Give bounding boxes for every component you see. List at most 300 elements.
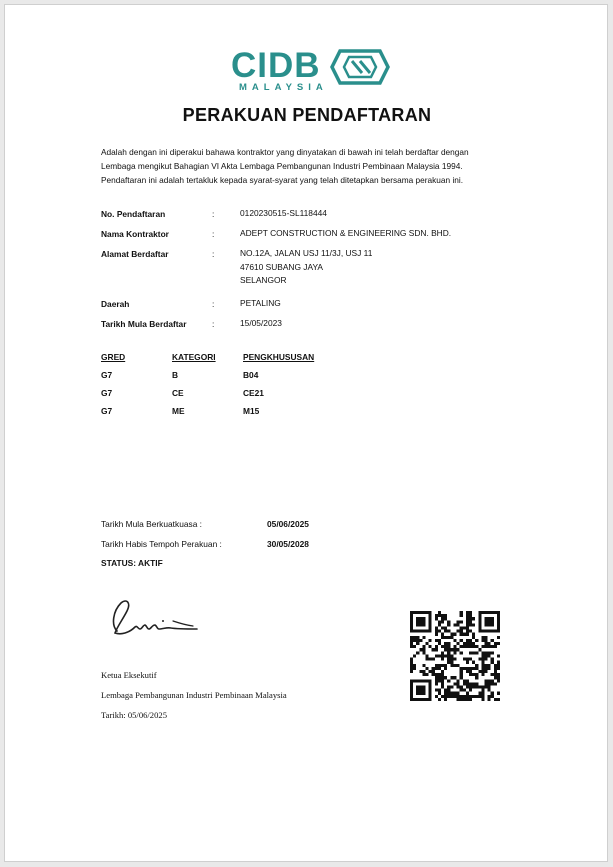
qr-module — [463, 679, 466, 682]
qr-module — [444, 642, 447, 645]
qr-module — [481, 689, 484, 692]
qr-module — [469, 639, 472, 642]
cidb-logo — [231, 46, 393, 98]
colon: : — [212, 229, 215, 239]
qr-module — [460, 645, 463, 648]
qr-module — [438, 667, 441, 670]
qr-module — [441, 682, 444, 685]
qr-module — [413, 667, 416, 670]
qr-module — [457, 698, 460, 701]
qr-module — [422, 673, 425, 676]
qr-module — [413, 664, 416, 667]
qr-module — [444, 614, 447, 617]
qr-module — [475, 667, 478, 670]
qr-module — [447, 645, 450, 648]
qr-module — [441, 651, 444, 654]
qr-module — [457, 623, 460, 626]
qr-module — [429, 645, 432, 648]
qr-module — [435, 673, 438, 676]
qr-module — [460, 695, 463, 698]
qr-module — [494, 676, 497, 679]
category-cell: B — [172, 370, 179, 380]
qr-module — [410, 670, 413, 673]
qr-module — [463, 658, 466, 661]
qr-module — [438, 689, 441, 692]
qr-module — [466, 658, 469, 661]
qr-module — [444, 627, 447, 630]
grade-cell: G7 — [101, 370, 113, 380]
qr-module — [491, 661, 494, 664]
qr-module — [469, 667, 472, 670]
qr-module — [438, 654, 441, 657]
qr-module — [457, 620, 460, 623]
qr-module — [460, 620, 463, 623]
qr-module — [491, 682, 494, 685]
qr-module — [438, 630, 441, 633]
qr-module — [469, 695, 472, 698]
qr-module — [450, 633, 453, 636]
qr-module — [435, 695, 438, 698]
qr-module — [466, 642, 469, 645]
qr-module — [463, 682, 466, 685]
qr-module — [466, 633, 469, 636]
qr-module — [481, 670, 484, 673]
qr-module — [494, 642, 497, 645]
qr-module — [438, 673, 441, 676]
qr-module — [457, 679, 460, 682]
grade-header: GRED — [101, 352, 126, 362]
qr-module — [438, 679, 441, 682]
qr-module — [475, 645, 478, 648]
qr-module — [444, 645, 447, 648]
specialisation-cell: B04 — [243, 370, 259, 380]
qr-module — [497, 698, 500, 701]
qr-module — [438, 639, 441, 642]
qr-module — [469, 611, 472, 614]
registered-date-label: Tarikh Mula Berdaftar — [101, 319, 187, 329]
qr-module — [484, 645, 487, 648]
qr-finder-pattern — [484, 617, 493, 626]
qr-module — [441, 645, 444, 648]
qr-module — [435, 633, 438, 636]
qr-module — [469, 620, 472, 623]
qr-module — [497, 654, 500, 657]
qr-module — [466, 685, 469, 688]
qr-module — [457, 648, 460, 651]
qr-module — [481, 636, 484, 639]
qr-module — [426, 658, 429, 661]
certificate-title: PERAKUAN PENDAFTARAN — [182, 105, 432, 125]
qr-module — [481, 654, 484, 657]
qr-module — [419, 670, 422, 673]
qr-module — [429, 639, 432, 642]
colon: : — [212, 209, 215, 219]
qr-module — [441, 658, 444, 661]
qr-module — [484, 636, 487, 639]
qr-module — [413, 639, 416, 642]
qr-module — [469, 617, 472, 620]
qr-module — [494, 673, 497, 676]
qr-module — [447, 689, 450, 692]
qr-module — [447, 679, 450, 682]
qr-module — [450, 685, 453, 688]
qr-module — [460, 614, 463, 617]
qr-module — [475, 639, 478, 642]
qr-module — [484, 651, 487, 654]
qr-module — [435, 614, 438, 617]
qr-module — [422, 651, 425, 654]
qr-module — [469, 673, 472, 676]
qr-module — [463, 645, 466, 648]
qr-module — [472, 673, 475, 676]
qr-module — [475, 676, 478, 679]
qr-module — [463, 667, 466, 670]
qr-module — [444, 698, 447, 701]
signature-image — [107, 595, 203, 641]
qr-module — [441, 633, 444, 636]
qr-module — [497, 679, 500, 682]
qr-module — [494, 698, 497, 701]
signer-organisation: Lembaga Pembangunan Industri Pembinaan Malaysia — [101, 690, 287, 700]
qr-module — [481, 673, 484, 676]
qr-module — [426, 654, 429, 657]
qr-module — [413, 654, 416, 657]
qr-module — [453, 633, 456, 636]
qr-module — [457, 664, 460, 667]
qr-module — [438, 698, 441, 701]
qr-module — [450, 676, 453, 679]
qr-module — [444, 664, 447, 667]
qr-module — [441, 685, 444, 688]
qr-module — [491, 639, 494, 642]
qr-module — [491, 658, 494, 661]
qr-module — [444, 630, 447, 633]
qr-module — [422, 645, 425, 648]
category-cell: CE — [172, 388, 184, 398]
qr-module — [453, 658, 456, 661]
qr-module — [453, 676, 456, 679]
qr-module — [472, 642, 475, 645]
qr-module — [416, 651, 419, 654]
qr-module — [488, 689, 491, 692]
registered-date-value: 15/05/2023 — [240, 318, 282, 328]
qr-module — [466, 617, 469, 620]
qr-module — [453, 651, 456, 654]
qr-module — [463, 695, 466, 698]
qr-module — [466, 611, 469, 614]
qr-module — [469, 670, 472, 673]
address-value — [240, 247, 372, 288]
qr-module — [481, 685, 484, 688]
qr-module — [466, 670, 469, 673]
qr-module — [444, 695, 447, 698]
qr-module — [460, 689, 463, 692]
qr-module — [494, 670, 497, 673]
qr-module — [450, 648, 453, 651]
qr-module — [481, 698, 484, 701]
qr-module — [444, 617, 447, 620]
qr-module — [491, 651, 494, 654]
signer-position: Ketua Eksekutif — [101, 670, 157, 680]
qr-module — [447, 623, 450, 626]
qr-module — [478, 685, 481, 688]
qr-module — [453, 623, 456, 626]
qr-module — [494, 645, 497, 648]
qr-module — [435, 654, 438, 657]
qr-module — [463, 627, 466, 630]
qr-module — [422, 670, 425, 673]
qr-module — [410, 667, 413, 670]
qr-module — [438, 676, 441, 679]
qr-module — [435, 664, 438, 667]
qr-module — [435, 682, 438, 685]
qr-module — [497, 692, 500, 695]
qr-module — [457, 642, 460, 645]
qr-module — [488, 664, 491, 667]
qr-module — [484, 639, 487, 642]
address-label: Alamat Berdaftar — [101, 249, 169, 259]
qr-module — [463, 689, 466, 692]
category-header: KATEGORI — [172, 352, 216, 362]
qr-module — [469, 685, 472, 688]
qr-module — [484, 685, 487, 688]
specialisation-header: PENGKHUSUSAN — [243, 352, 315, 362]
address-line: NO.12A, JALAN USJ 11/3J, USJ 11 — [240, 248, 373, 258]
qr-module — [447, 658, 450, 661]
qr-module — [435, 676, 438, 679]
qr-module — [444, 636, 447, 639]
qr-module — [435, 689, 438, 692]
colon: : — [212, 249, 215, 259]
qr-module — [497, 636, 500, 639]
qr-module — [460, 670, 463, 673]
qr-module — [475, 682, 478, 685]
qr-code[interactable] — [410, 611, 500, 701]
qr-module — [441, 617, 444, 620]
qr-module — [460, 633, 463, 636]
qr-module — [410, 664, 413, 667]
qr-module — [488, 654, 491, 657]
qr-module — [444, 667, 447, 670]
qr-module — [441, 676, 444, 679]
qr-module — [450, 695, 453, 698]
qr-module — [475, 651, 478, 654]
qr-module — [460, 611, 463, 614]
qr-module — [441, 614, 444, 617]
status-text: STATUS: AKTIF — [101, 558, 163, 568]
qr-module — [450, 661, 453, 664]
specialisation-cell: M15 — [243, 406, 260, 416]
qr-module — [441, 670, 444, 673]
qr-module — [453, 692, 456, 695]
validity-start-label: Tarikh Mula Berkuatkuasa : — [101, 519, 203, 529]
qr-module — [419, 648, 422, 651]
qr-module — [466, 620, 469, 623]
colon: : — [212, 319, 215, 329]
qr-module — [460, 627, 463, 630]
address-line: SELANGOR — [240, 275, 287, 285]
qr-module — [450, 664, 453, 667]
qr-module — [466, 667, 469, 670]
qr-module — [488, 651, 491, 654]
qr-module — [484, 664, 487, 667]
qr-module — [416, 639, 419, 642]
qr-module — [435, 630, 438, 633]
qr-module — [475, 673, 478, 676]
qr-module — [488, 645, 491, 648]
qr-module — [447, 636, 450, 639]
qr-module — [422, 648, 425, 651]
qr-module — [447, 692, 450, 695]
qr-module — [410, 661, 413, 664]
qr-module — [422, 636, 425, 639]
qr-module — [491, 645, 494, 648]
qr-module — [453, 645, 456, 648]
qr-module — [447, 661, 450, 664]
qr-module — [466, 692, 469, 695]
qr-module — [410, 645, 413, 648]
qr-module — [460, 676, 463, 679]
qr-module — [438, 664, 441, 667]
qr-module — [447, 630, 450, 633]
qr-module — [469, 689, 472, 692]
colon: : — [212, 299, 215, 309]
qr-module — [481, 695, 484, 698]
qr-module — [457, 630, 460, 633]
qr-module — [435, 648, 438, 651]
qr-module — [438, 620, 441, 623]
intro-line: Adalah dengan ini diperakui bahawa kontraktor yang dinyatakan di bawah ini telah berdaftar dengan — [101, 147, 469, 157]
qr-module — [438, 642, 441, 645]
qr-module — [438, 611, 441, 614]
qr-module — [419, 639, 422, 642]
qr-module — [494, 664, 497, 667]
qr-module — [460, 673, 463, 676]
qr-module — [472, 617, 475, 620]
qr-module — [441, 679, 444, 682]
qr-module — [435, 645, 438, 648]
qr-module — [441, 636, 444, 639]
qr-module — [450, 692, 453, 695]
qr-module — [472, 667, 475, 670]
qr-module — [432, 648, 435, 651]
qr-module — [447, 695, 450, 698]
qr-module — [478, 648, 481, 651]
qr-module — [478, 695, 481, 698]
qr-module — [469, 698, 472, 701]
district-label: Daerah — [101, 299, 130, 309]
validity-end-label: Tarikh Habis Tempoh Perakuan : — [101, 539, 222, 549]
qr-module — [472, 636, 475, 639]
qr-module — [497, 661, 500, 664]
qr-module — [491, 679, 494, 682]
qr-module — [447, 651, 450, 654]
qr-module — [488, 695, 491, 698]
qr-module — [435, 639, 438, 642]
qr-module — [469, 658, 472, 661]
qr-module — [410, 636, 413, 639]
qr-module — [457, 685, 460, 688]
qr-module — [481, 639, 484, 642]
qr-module — [447, 654, 450, 657]
qr-module — [435, 617, 438, 620]
qr-module — [441, 620, 444, 623]
qr-module — [432, 673, 435, 676]
qr-module — [478, 670, 481, 673]
qr-module — [497, 667, 500, 670]
qr-module — [475, 695, 478, 698]
qr-module — [410, 658, 413, 661]
intro-paragraph — [101, 145, 517, 188]
qr-module — [466, 623, 469, 626]
qr-module — [435, 627, 438, 630]
qr-module — [466, 661, 469, 664]
qr-module — [469, 651, 472, 654]
grade-cell: G7 — [101, 406, 113, 416]
qr-module — [453, 695, 456, 698]
qr-module — [441, 654, 444, 657]
qr-module — [438, 623, 441, 626]
qr-module — [472, 651, 475, 654]
qr-module — [460, 685, 463, 688]
qr-module — [491, 692, 494, 695]
qr-module — [457, 695, 460, 698]
qr-module — [413, 636, 416, 639]
qr-module — [484, 658, 487, 661]
qr-module — [466, 645, 469, 648]
qr-module — [441, 695, 444, 698]
qr-module — [481, 664, 484, 667]
qr-module — [472, 661, 475, 664]
qr-module — [466, 639, 469, 642]
qr-module — [457, 692, 460, 695]
qr-module — [488, 667, 491, 670]
qr-module — [460, 667, 463, 670]
qr-module — [466, 679, 469, 682]
qr-module — [488, 642, 491, 645]
qr-module — [447, 685, 450, 688]
qr-module — [410, 642, 413, 645]
cidb-hexagon-icon — [330, 49, 390, 85]
qr-module — [469, 623, 472, 626]
qr-module — [469, 642, 472, 645]
qr-module — [472, 623, 475, 626]
contractor-name-value: ADEPT CONSTRUCTION & ENGINEERING SDN. BHD. — [240, 228, 452, 238]
logo-main-text: CIDB — [231, 46, 321, 85]
qr-module — [441, 673, 444, 676]
intro-line: Pendaftaran ini adalah tertakluk kepada syarat-syarat yang telah ditetapkan bersama perakuan ini. — [101, 175, 464, 186]
qr-module — [472, 685, 475, 688]
qr-module — [450, 636, 453, 639]
registration-no-value: 0120230515-SL118444 — [240, 208, 327, 218]
qr-module — [432, 667, 435, 670]
qr-module — [484, 667, 487, 670]
qr-module — [466, 627, 469, 630]
qr-module — [475, 664, 478, 667]
qr-module — [444, 689, 447, 692]
qr-module — [460, 651, 463, 654]
qr-module — [422, 664, 425, 667]
qr-module — [466, 630, 469, 633]
qr-module — [469, 630, 472, 633]
category-cell: ME — [172, 406, 185, 416]
qr-module — [447, 642, 450, 645]
qr-module — [475, 685, 478, 688]
qr-module — [466, 614, 469, 617]
logo-sub-text: MALAYSIA — [239, 82, 328, 93]
qr-module — [447, 620, 450, 623]
qr-module — [481, 661, 484, 664]
